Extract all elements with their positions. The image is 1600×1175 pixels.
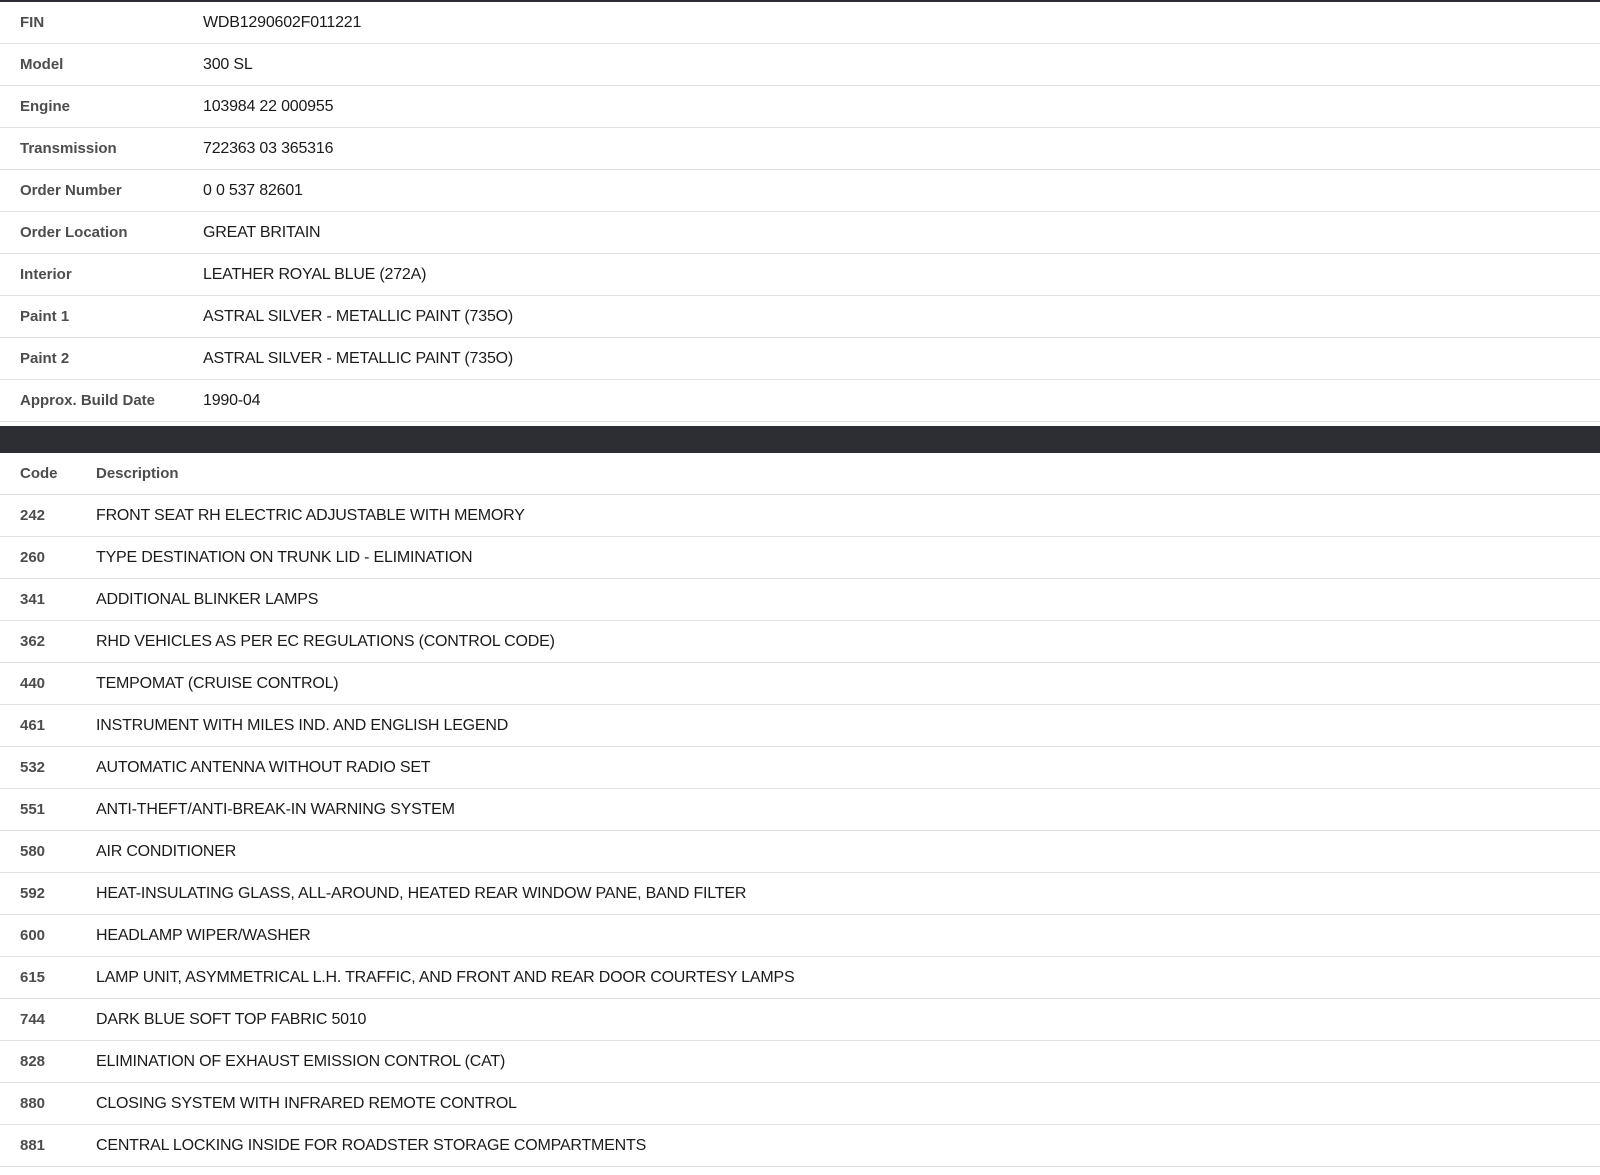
code-row — [0, 915, 1600, 957]
detail-value: 0 0 537 82601 — [203, 181, 303, 199]
option-description: INSTRUMENT WITH MILES IND. AND ENGLISH LEGEND — [96, 716, 509, 734]
option-code: 532 — [20, 759, 46, 776]
option-code: 440 — [20, 675, 46, 692]
code-row — [0, 1125, 1600, 1167]
option-description: RHD VEHICLES AS PER EC REGULATIONS (CONTROL CODE) — [96, 632, 555, 650]
option-description: TEMPOMAT (CRUISE CONTROL) — [96, 674, 339, 692]
detail-label: Order Number — [20, 182, 122, 199]
detail-value: LEATHER ROYAL BLUE (272A) — [203, 265, 427, 283]
detail-label: FIN — [20, 14, 45, 31]
section-divider-bar — [0, 426, 1600, 453]
code-row — [0, 957, 1600, 999]
option-description: FRONT SEAT RH ELECTRIC ADJUSTABLE WITH MEMORY — [96, 506, 525, 524]
option-description: ELIMINATION OF EXHAUST EMISSION CONTROL (CAT) — [96, 1052, 506, 1070]
code-row — [0, 831, 1600, 873]
detail-label: Engine — [20, 98, 71, 115]
detail-label: Interior — [20, 266, 72, 283]
detail-row — [0, 296, 1600, 338]
detail-value: ASTRAL SILVER - METALLIC PAINT (735O) — [203, 349, 514, 367]
detail-row — [0, 2, 1600, 44]
code-row — [0, 747, 1600, 789]
option-code: 881 — [20, 1137, 46, 1154]
option-description: AIR CONDITIONER — [96, 842, 237, 860]
detail-label: Approx. Build Date — [20, 392, 156, 409]
option-code: 744 — [20, 1011, 46, 1028]
option-code: 242 — [20, 507, 46, 524]
equipment-codes-table — [0, 453, 1600, 1167]
detail-row — [0, 128, 1600, 170]
option-code: 592 — [20, 885, 46, 902]
detail-row — [0, 212, 1600, 254]
detail-value: 1990-04 — [203, 391, 261, 409]
option-code: 828 — [20, 1053, 46, 1070]
option-code: 461 — [20, 717, 46, 734]
option-description: HEAT-INSULATING GLASS, ALL-AROUND, HEATED REAR WINDOW PANE, BAND FILTER — [96, 884, 747, 902]
detail-label: Order Location — [20, 224, 128, 241]
option-code: 362 — [20, 633, 46, 650]
detail-row — [0, 44, 1600, 86]
detail-row — [0, 380, 1600, 422]
option-description: LAMP UNIT, ASYMMETRICAL L.H. TRAFFIC, AND FRONT AND REAR DOOR COURTESY LAMPS — [96, 968, 795, 986]
detail-row — [0, 338, 1600, 380]
code-row — [0, 621, 1600, 663]
code-row — [0, 495, 1600, 537]
option-code: 615 — [20, 969, 46, 986]
code-row — [0, 705, 1600, 747]
option-description: HEADLAMP WIPER/WASHER — [96, 926, 311, 944]
detail-value: 103984 22 000955 — [203, 97, 334, 115]
option-code: 880 — [20, 1095, 46, 1112]
detail-row — [0, 170, 1600, 212]
codes-table-header — [0, 453, 1600, 495]
option-description: AUTOMATIC ANTENNA WITHOUT RADIO SET — [96, 758, 431, 776]
code-column-header: Code — [20, 465, 58, 482]
description-column-header: Description — [96, 465, 179, 482]
option-code: 600 — [20, 927, 46, 944]
detail-value: GREAT BRITAIN — [203, 223, 321, 241]
detail-row — [0, 254, 1600, 296]
option-description: CENTRAL LOCKING INSIDE FOR ROADSTER STORAGE COMPARTMENTS — [96, 1136, 647, 1154]
detail-value: 300 SL — [203, 55, 253, 73]
detail-value: ASTRAL SILVER - METALLIC PAINT (735O) — [203, 307, 514, 325]
code-row — [0, 1083, 1600, 1125]
detail-label: Paint 2 — [20, 350, 70, 367]
option-description: TYPE DESTINATION ON TRUNK LID - ELIMINATION — [96, 548, 473, 566]
option-description: DARK BLUE SOFT TOP FABRIC 5010 — [96, 1010, 367, 1028]
detail-label: Model — [20, 56, 64, 73]
detail-label: Transmission — [20, 140, 117, 157]
code-row — [0, 579, 1600, 621]
code-row — [0, 663, 1600, 705]
option-description: CLOSING SYSTEM WITH INFRARED REMOTE CONTROL — [96, 1094, 517, 1112]
detail-value: 722363 03 365316 — [203, 139, 334, 157]
code-row — [0, 873, 1600, 915]
option-description: ANTI-THEFT/ANTI-BREAK-IN WARNING SYSTEM — [96, 800, 455, 818]
option-description: ADDITIONAL BLINKER LAMPS — [96, 590, 319, 608]
option-code: 551 — [20, 801, 46, 818]
detail-value: WDB1290602F011221 — [203, 13, 362, 31]
code-row — [0, 537, 1600, 579]
code-row — [0, 789, 1600, 831]
detail-label: Paint 1 — [20, 308, 70, 325]
option-code: 580 — [20, 843, 46, 860]
code-row — [0, 999, 1600, 1041]
code-row — [0, 1041, 1600, 1083]
vehicle-details-table — [0, 0, 1600, 422]
option-code: 260 — [20, 549, 46, 566]
detail-row — [0, 86, 1600, 128]
option-code: 341 — [20, 591, 46, 608]
